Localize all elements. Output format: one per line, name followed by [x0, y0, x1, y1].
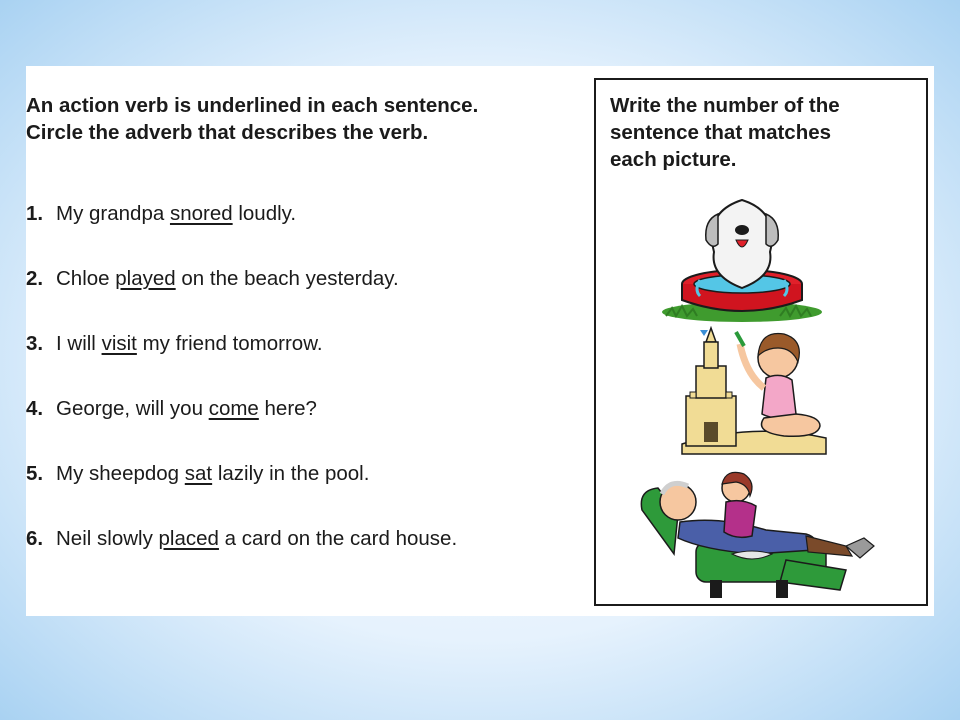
girl-with-sandcastle-picture	[680, 326, 828, 456]
match-title-line-1: Write the number of the	[610, 94, 840, 117]
match-title-line-2: sentence that matches	[610, 121, 832, 144]
sentence-text-after: loudly.	[232, 202, 297, 225]
match-panel-title	[610, 92, 910, 173]
sentence-1	[26, 202, 296, 226]
sentence-6	[26, 527, 457, 551]
sentence-3	[26, 332, 323, 356]
sentence-number: 1.	[26, 202, 44, 225]
sentence-text-before: Chloe	[56, 267, 116, 290]
sentence-text-after: a card on the card house.	[218, 527, 458, 550]
underlined-verb: visit	[101, 332, 137, 355]
sentence-text-after: here?	[258, 397, 317, 420]
sentence-4	[26, 397, 317, 421]
sentence-text-before: My grandpa	[56, 202, 170, 225]
sentence-text-before: Neil slowly	[56, 527, 159, 550]
picture-match-panel	[594, 78, 928, 606]
underlined-verb: played	[115, 267, 176, 290]
instruction-line-2: Circle the adverb that describes the verb.	[26, 121, 429, 144]
sheepdog-in-pool-picture	[660, 184, 824, 324]
sentence-number: 3.	[26, 332, 44, 355]
underlined-verb: sat	[184, 462, 213, 485]
sentence-number: 6.	[26, 527, 44, 550]
sentence-2	[26, 267, 399, 291]
underlined-verb: come	[208, 397, 259, 420]
sentence-text-after: lazily in the pool.	[212, 462, 370, 485]
match-title-line-3: each picture.	[610, 148, 737, 171]
instruction-line-1: An action verb is underlined in each sentence.	[26, 94, 479, 117]
sentence-text-after: on the beach yesterday.	[175, 267, 399, 290]
sentence-number: 4.	[26, 397, 44, 420]
sentence-text-before: I will	[56, 332, 102, 355]
underlined-verb: placed	[158, 527, 219, 550]
instructions	[26, 92, 586, 146]
grandpa-in-recliner-picture	[636, 470, 886, 604]
sentence-5	[26, 462, 369, 486]
underlined-verb: snored	[169, 202, 233, 225]
sentence-text-before: My sheepdog	[56, 462, 185, 485]
sentence-text-before: George, will you	[56, 397, 209, 420]
sentence-text-after: my friend tomorrow.	[136, 332, 323, 355]
sentence-number: 5.	[26, 462, 44, 485]
sentence-number: 2.	[26, 267, 44, 290]
worksheet	[26, 66, 934, 616]
